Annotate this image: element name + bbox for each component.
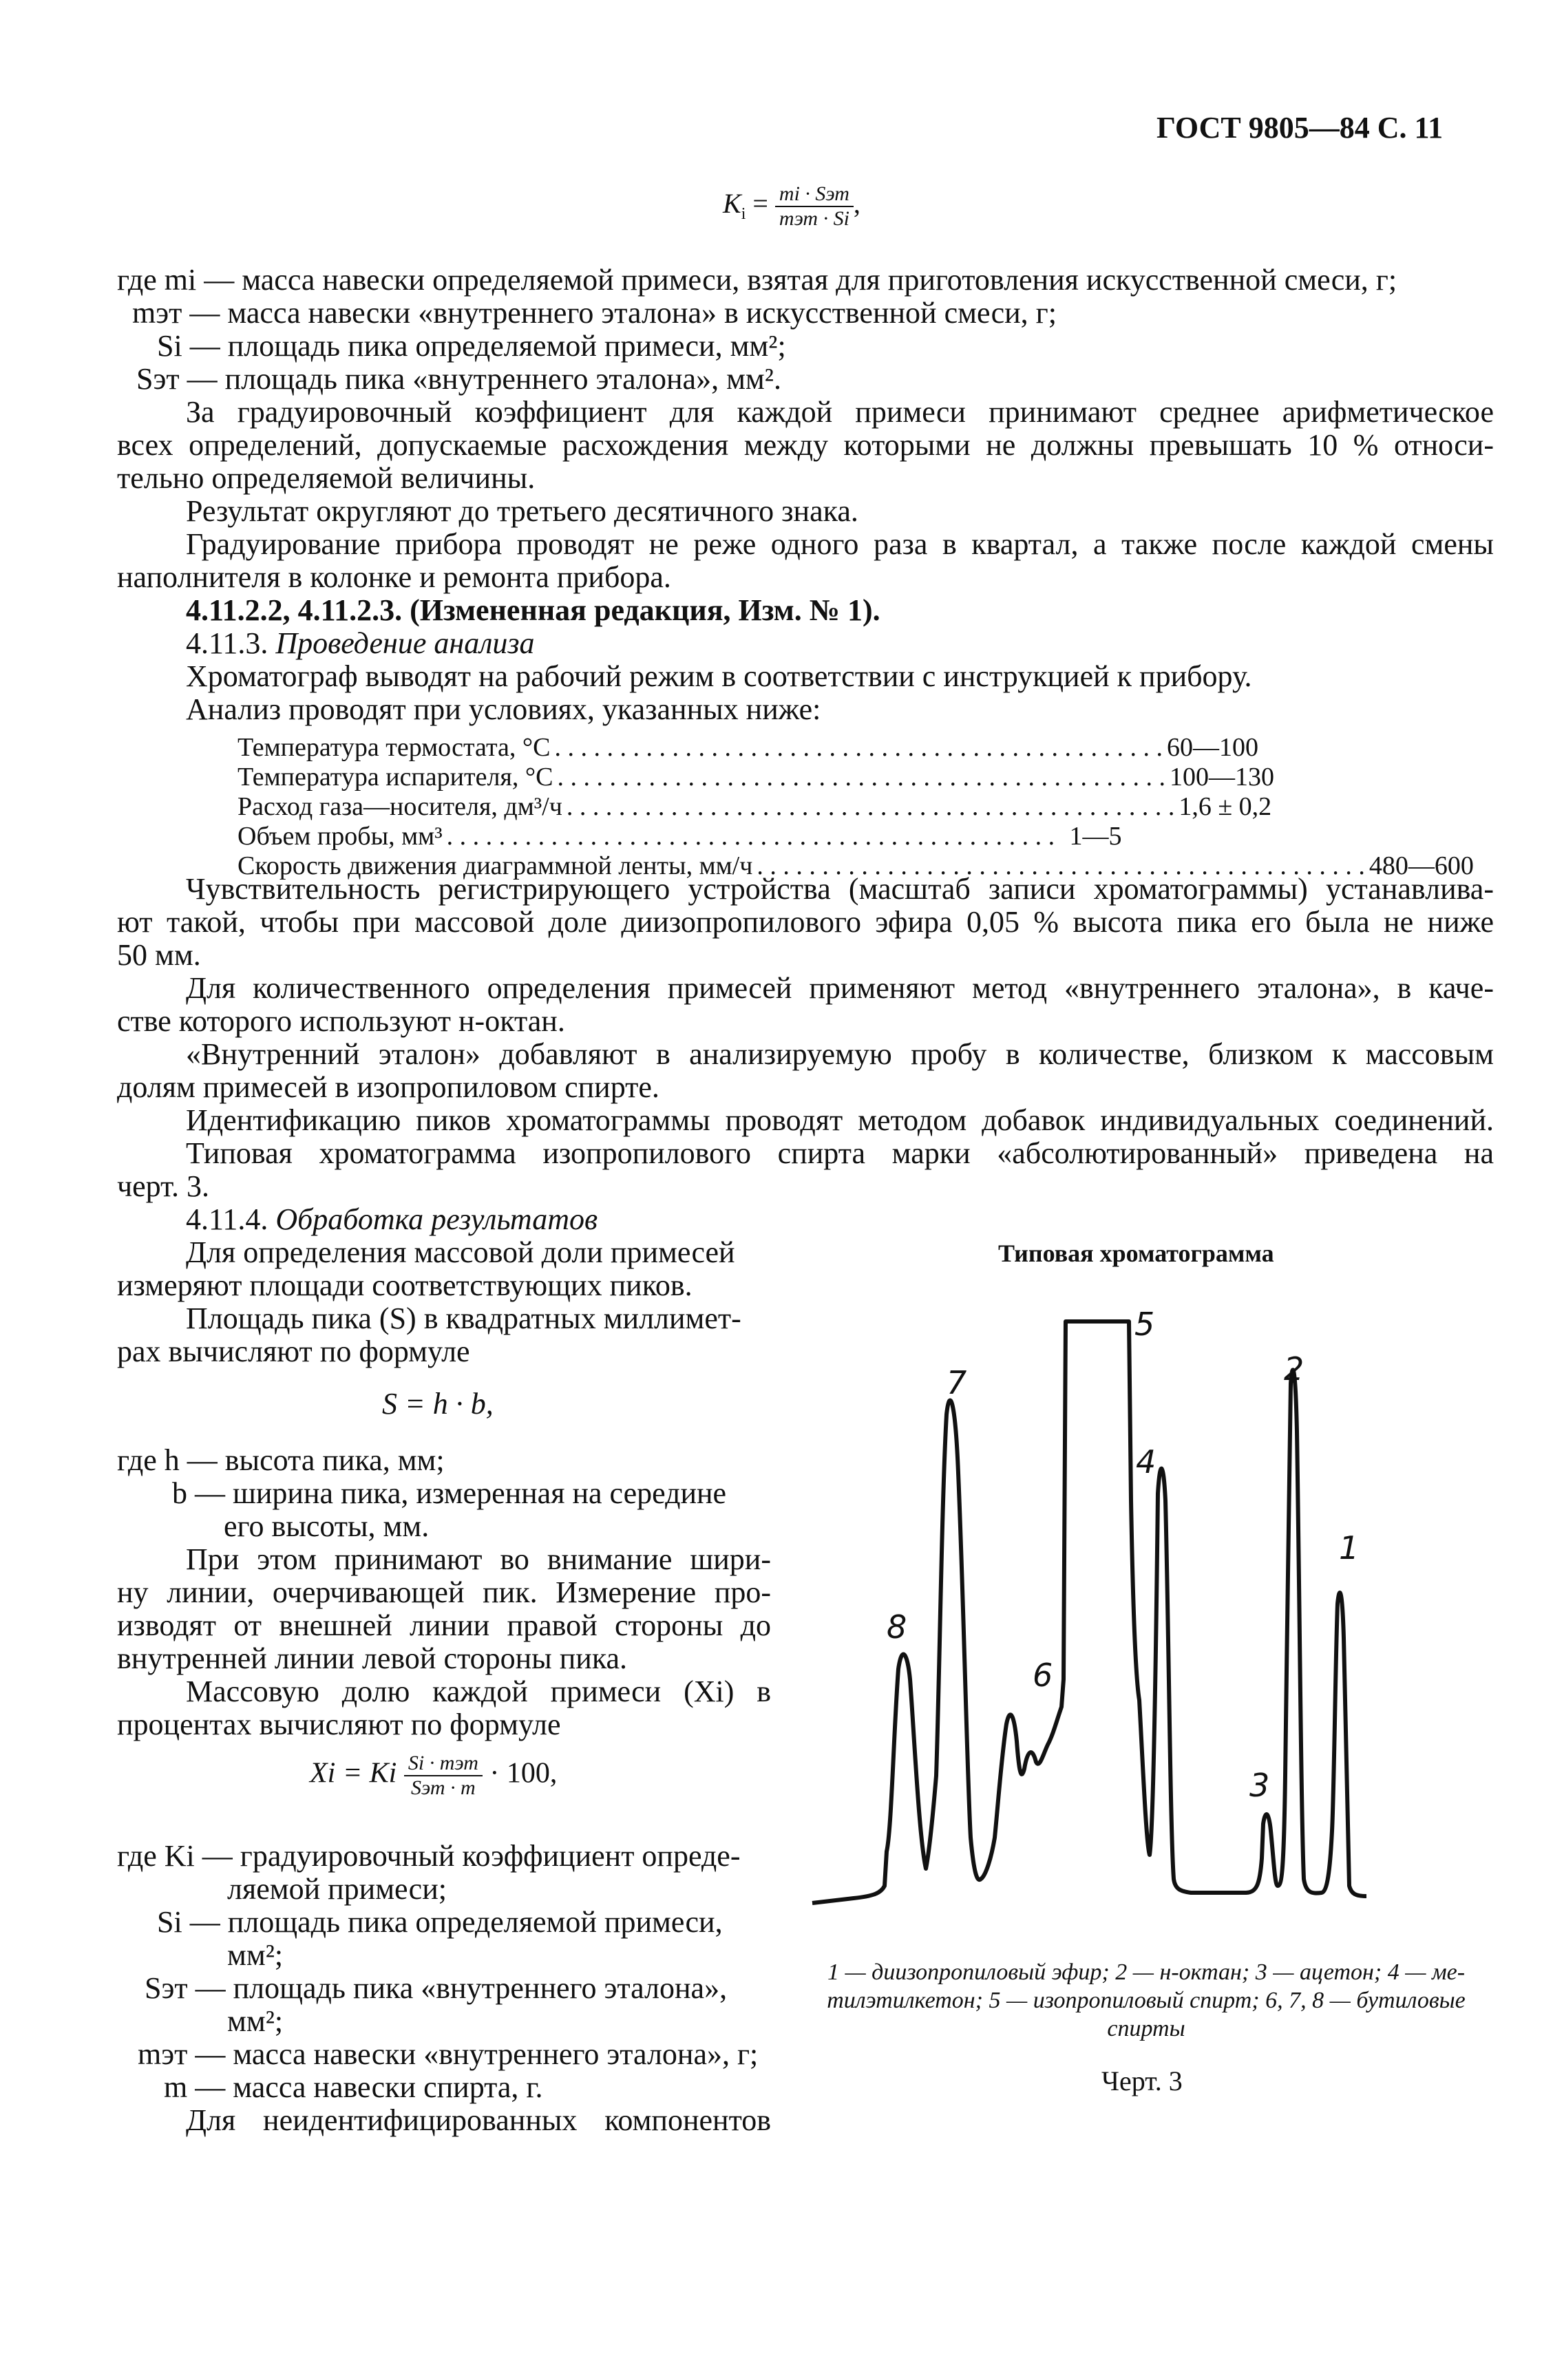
chart-title: Типовая хроматограмма — [998, 1240, 1274, 1267]
condition-row — [237, 763, 1274, 792]
left-p4-1: Массовую долю каждой примеси (Xi) в — [186, 1675, 771, 1708]
def-si: Si — площадь пика определяемой примеси, мм²; — [157, 329, 786, 363]
peak-label-2: 2 — [1284, 1350, 1304, 1388]
condition-value: 1,6 ± 0,2 — [1179, 792, 1272, 821]
section-4-11-3 — [186, 625, 535, 661]
left-last: Для неидентифицированных компонентов — [186, 2103, 771, 2137]
para-chrom-mode: Хроматограф выводят на рабочий режим в соответствии с инструкцией к прибору. — [186, 659, 1252, 693]
para-calib-3: тельно определяемой величины. — [117, 461, 536, 495]
condition-label: Расход газа—носителя, дм³/ч — [237, 792, 562, 821]
condition-label: Температура испарителя, °С — [237, 763, 553, 791]
condition-row — [237, 733, 1258, 763]
peak-label-6: 6 — [1033, 1657, 1053, 1694]
formula-x-tail: · 100, — [489, 1757, 558, 1789]
def-ki-1: где Ki — градуировочный коэффициент опреде- — [117, 1839, 741, 1873]
section-4-11-3-num: 4.11.3. — [186, 626, 268, 660]
formula-k-tail: , — [853, 188, 860, 220]
leader-dots: . . . . . . . . . . . . . . . . . . . . . . . . . . . . . . . . . . . . . . . . . . . . . . . — [446, 822, 1055, 851]
def-b-2: его высоты, мм. — [224, 1509, 430, 1543]
para-sens-2: ют такой, чтобы при массовой доле диизопропилового эфира 0,05 % высота пика его была не ниже — [117, 905, 1494, 939]
condition-row — [237, 822, 1132, 851]
formula-s: S = h · b, — [382, 1387, 494, 1421]
para-internal-1: «Внутренний эталон» добавляют в анализируемую пробу в количестве, близком к массовым — [186, 1037, 1494, 1071]
chart-caption-line-1: 1 — диизопропиловый эфир; 2 — н-октан; 3 — ацетон; 4 — ме- — [827, 1959, 1466, 1985]
def-h: где h — высота пика, мм; — [117, 1443, 445, 1477]
para-round: Результат округляют до третьего десятичного знака. — [186, 494, 858, 528]
def-set: Sэт — площадь пика «внутреннего эталона», мм². — [136, 362, 781, 396]
left-p3-3: изводят от внешней линии правой стороны до — [117, 1608, 771, 1642]
peak-label-8: 8 — [887, 1608, 907, 1646]
left-p3-4: внутренней линии левой стороны пика. — [117, 1641, 628, 1675]
page-header: ГОСТ 9805—84 С. 11 — [1156, 111, 1444, 145]
para-ident: Идентификацию пиков хроматограммы проводят методом добавок индивидуальных соединений. — [186, 1103, 1494, 1137]
para-calib-1: За градуировочный коэффициент для каждой примеси принимают среднее арифметическое — [186, 395, 1494, 429]
def-set-x-2: мм²; — [227, 2004, 284, 2038]
peak-label-3: 3 — [1249, 1767, 1270, 1804]
leader-dots: . . . . . . . . . . . . . . . . . . . . . . . . . . . . . . . . . . . . . . . . . . . . . . . — [757, 851, 1365, 880]
formula-k: $K_i$ = $\frac{\text{mi · Sэт}}{\text{mэт · Si}}$ , — [723, 182, 860, 230]
condition-label: Температура термостата, °С — [237, 733, 551, 762]
def-set-x-1: Sэт — площадь пика «внутреннего эталона», — [145, 1971, 728, 2005]
para-period-1: Градуирование прибора проводят не реже одного раза в квартал, а также после каждой смены — [186, 527, 1494, 561]
section-4-11-4-num: 4.11.4. — [186, 1202, 268, 1236]
left-p4-2: процентах вычисляют по формуле — [117, 1708, 561, 1741]
chromatogram-chart — [805, 1294, 1494, 1913]
condition-value: 1—5 — [1069, 822, 1122, 851]
condition-value: 100—130 — [1169, 763, 1274, 791]
left-p1-1: Для определения массовой доли примесей — [186, 1235, 735, 1269]
para-typical-2: черт. 3. — [117, 1169, 209, 1203]
para-typical-1: Типовая хроматограмма изопропилового спирта марки «абсолютированный» приведена на — [186, 1136, 1494, 1170]
def-si-x-1: Si — площадь пика определяемой примеси, — [157, 1905, 723, 1939]
peak-label-5: 5 — [1134, 1306, 1155, 1343]
condition-value: 60—100 — [1166, 733, 1258, 762]
para-method-2: стве которого используют н-октан. — [117, 1004, 565, 1038]
peak-label-4: 4 — [1136, 1443, 1156, 1480]
leader-dots: . . . . . . . . . . . . . . . . . . . . . . . . . . . . . . . . . . . . . . . . . . . . . . . — [566, 792, 1175, 821]
formula-k-numerator: mi · Sэт — [775, 182, 854, 207]
def-mi: где mi — масса навески определяемой примеси, взятая для приготовления искусственной смеси, г; — [117, 263, 1397, 297]
peak-label-1: 1 — [1339, 1529, 1360, 1566]
section-4-11-3-title: Проведение анализа — [275, 626, 535, 660]
chart-caption-line-3: спирты — [1107, 2016, 1185, 2041]
peak-label-7: 7 — [947, 1364, 967, 1401]
chart-caption-line-2: тилэтилкетон; 5 — изопропиловый спирт; 6, 7, 8 — бутиловые — [827, 1988, 1466, 2013]
def-ki-2: ляемой примеси; — [227, 1872, 447, 1906]
condition-row — [237, 792, 1272, 822]
para-calib-2: всех определений, допускаемые расхождения между которыми не должны превышать 10 % относи- — [117, 428, 1494, 462]
condition-label: Объем пробы, мм³ — [237, 822, 443, 851]
formula-k-lhs: K — [723, 188, 741, 220]
def-m: m — масса навески спирта, г. — [164, 2070, 543, 2104]
def-met: mэт — масса навески «внутреннего эталона» в искусственной смеси, г; — [132, 296, 1057, 330]
def-b-1: b — ширина пика, измеренная на середине — [172, 1476, 727, 1510]
change-note: 4.11.2.2, 4.11.2.3. (Измененная редакция, Изм. № 1). — [186, 593, 880, 627]
left-p3-2: ну линии, очерчивающей пик. Измерение про- — [117, 1575, 771, 1609]
conditions-list — [237, 733, 1474, 881]
formula-x-denominator: Sэт · m — [411, 1776, 476, 1799]
left-p3-1: При этом принимают во внимание шири- — [186, 1542, 771, 1576]
formula-x-numerator: Si · mэт — [404, 1752, 483, 1776]
section-4-11-4-title: Обработка результатов — [275, 1202, 598, 1236]
left-p2-2: рах вычисляют по формуле — [117, 1335, 470, 1368]
para-internal-2: долям примесей в изопропиловом спирте. — [117, 1070, 659, 1104]
leader-dots: . . . . . . . . . . . . . . . . . . . . . . . . . . . . . . . . . . . . . . . . . . . . . . . — [554, 733, 1163, 762]
condition-label: Скорость движения диаграммной ленты, мм/ч — [237, 851, 753, 880]
formula-k-lhs-sub: i — [741, 205, 746, 224]
section-4-11-4 — [186, 1201, 598, 1237]
para-sens-1: Чувствительность регистрирующего устройства (масштаб записи хроматограммы) устанавлива- — [186, 872, 1494, 906]
para-sens-3: 50 мм. — [117, 938, 201, 972]
formula-x — [310, 1752, 557, 1800]
leader-dots: . . . . . . . . . . . . . . . . . . . . . . . . . . . . . . . . . . . . . . . . . . . . . . . — [557, 763, 1165, 791]
def-met-x: mэт — масса навески «внутреннего эталона», г; — [138, 2037, 759, 2071]
left-p1-2: измеряют площади соответствующих пиков. — [117, 1268, 693, 1302]
formula-x-lhs: Xi = Ki — [310, 1757, 397, 1789]
def-si-x-2: мм²; — [227, 1938, 284, 1972]
left-p2-1: Площадь пика (S) в квадратных миллимет- — [186, 1301, 741, 1335]
condition-value: 480—600 — [1369, 851, 1474, 880]
para-method-1: Для количественного определения примесей применяют метод «внутреннего эталона», в каче- — [186, 971, 1494, 1005]
figure-label: Черт. 3 — [1101, 2065, 1183, 2096]
para-period-2: наполнителя в колонке и ремонта прибора. — [117, 560, 671, 594]
formula-k-denominator: mэт · Si — [779, 207, 849, 230]
para-cond-intro: Анализ проводят при условиях, указанных ниже: — [186, 692, 821, 726]
chart-caption — [792, 1958, 1501, 2043]
